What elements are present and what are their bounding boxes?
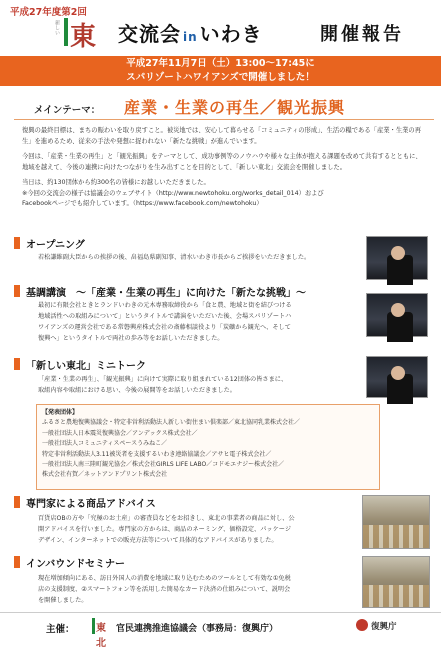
exhibitors-line-1: ふるさと農地復興協議会・特定非営利活動法人新しい街住まい倶楽部／東北協同乳業株式会社／ <box>42 419 301 427</box>
section-body <box>38 374 368 396</box>
advice-line-1: 百貨店OBの方や「究極のお土産」の審査員などをお招きし、東北の事業者の商品に対し、公 <box>38 515 295 522</box>
exhibitors-line-2: 一般社団法人日本震災復興協会／アンデックス株式会社／ <box>42 429 198 437</box>
event-title <box>118 18 263 47</box>
footer-logo-text: 東北 <box>96 623 106 649</box>
logo-small-text: 新しい <box>54 20 60 35</box>
talk-line-1: 「産業・生業の再生」、「観光振興」に向けて実際に取り組まれている12団体の皆さまに、 <box>38 376 288 383</box>
section-title: オープニング <box>26 240 85 251</box>
new-tohoku-logo <box>54 14 114 50</box>
advice-photo <box>362 495 430 549</box>
section-marker <box>14 358 20 370</box>
organizer-footer <box>0 612 441 649</box>
section-marker <box>14 556 20 568</box>
section-body <box>38 573 358 606</box>
title-part1: 交流会 <box>118 22 181 46</box>
exhibitors-line-4: 特定非営利活動法人3.11被災者を支援するいわき連絡協議会／アサヒ電子株式会社／ <box>42 450 272 458</box>
keynote-line-1: 最初に有限会社ときとランドいわきの元木専務取締役から「食と農、地域と街を結びつける <box>38 302 292 309</box>
keynote-line-3: ワイアンズの運営会社である常磐興産株式会社の斎藤相談役より「炭礦から観光へ、そして <box>38 324 291 331</box>
logo-green-bar <box>64 18 68 46</box>
footer-logo-bar <box>92 618 95 634</box>
section-body <box>38 513 358 546</box>
section-body <box>38 300 358 344</box>
banner-line2: スパリゾートハワイアンズで開催しました！ <box>126 72 315 83</box>
section-marker <box>14 237 20 249</box>
inbound-line-1: 現在増加傾向にある、訪日外国人の消費を地域に取り込むためのツールとして有効な①免税 <box>38 575 291 582</box>
report-label: 開催報告 <box>320 24 404 45</box>
section-marker <box>14 496 20 508</box>
keynote-line-2: 地域活性への取組みについて」というタイトルで講演をいただいた後、会場スパリゾートハ <box>38 313 292 320</box>
intro-website-note: ※今回の交流会の様子は協議会のウェブサイト（http://www.newtohoku.org/works_detail_014）および <box>22 189 324 197</box>
section-title: 「新しい東北」ミニトーク <box>26 361 146 372</box>
opening-photo <box>366 236 428 280</box>
section-title: インバウンドセミナー <box>26 559 125 570</box>
inbound-line-2: 店の支援制度、②スマートフォン等を活用した簡易なカード決済の仕組みについて、説明会 <box>38 586 291 593</box>
advice-line-3: デザイン、インターネットでの販売方法等について具体的なアドバイスがありました。 <box>38 537 278 544</box>
inbound-line-3: を開催しました。 <box>38 597 88 604</box>
logo-main-text: 東 <box>70 22 95 52</box>
intro-attendance: 当日は、約130団体から約300名の皆様にお越しいただきました。 <box>22 179 210 186</box>
theme-value: 産業・生業の再生／観光振興 <box>124 98 346 117</box>
exhibitors-line-3: 一般社団法人コミュニティスペースうみねこ／ <box>42 440 168 448</box>
edition-label: 平成27年度第2回 <box>10 7 87 18</box>
date-banner <box>0 56 441 86</box>
agency-name: 復興庁 <box>371 622 397 632</box>
intro-paragraph-1: 復興の最終目標は、まちの賑わいを取り戻すこと。被災地では、安心して暮らせる「コミュニティの形成」、生活の糧である「産業・生業の再生」を進めるため、従来の手法や発想に捉われない「新たな挑戦」が進んでいます。 <box>22 127 422 145</box>
report-header <box>0 0 441 56</box>
organizer-label: 主催： <box>46 624 75 635</box>
footer-logo <box>92 618 110 649</box>
banner-line1: 平成27年11月7日（土）13:00～17:45に <box>126 58 315 69</box>
section-title: 基調講演 ～「産業・生業の再生」に向けた「新たな挑戦」～ <box>26 288 306 299</box>
talk-photo <box>366 356 428 398</box>
intro-paragraph-2: 今回は、「産業・生業の再生」と「観光振興」をテーマとして、成功事例等のノウハウや様々な主体が抱える課題を改めて共有するとともに、地域を越えて、今後の連携に向けたつながりを生み出すことを目的として、「新しい東北」交流会を開催しました。 <box>22 153 422 171</box>
talk-line-2: 取組内容や取組における思い、今後の展開等をお話しいただきました。 <box>38 387 236 394</box>
intro-facebook-note: Facebookページでも紹介しています。（https://www.facebook.com/newtohoku） <box>22 200 263 207</box>
advice-line-2: 開アドバイスを行いました。専門家の方からは、商品のネーミング、価格設定、パッケージ <box>38 526 292 533</box>
presenting-organizations-box <box>36 404 380 490</box>
keynote-line-4: 復興へ」というタイトルで両社の歩み等をお話しいただきました。 <box>38 335 224 342</box>
main-theme-row <box>14 94 434 120</box>
inbound-photo <box>362 556 430 608</box>
title-part2: いわき <box>199 22 263 46</box>
section-marker <box>14 285 20 297</box>
keynote-photo-1 <box>366 293 428 337</box>
section-body: 若松謙維副大臣からの挨拶の後、畠福島県副知事、清水いわき市長からご挨拶をいただきました。 <box>38 254 311 261</box>
agency-mark-icon <box>356 619 368 631</box>
theme-label: メインテーマ： <box>34 105 101 116</box>
exhibitors-title: 【発表団体】 <box>42 409 79 416</box>
title-in: in <box>183 30 198 44</box>
exhibitors-line-5: 一般社団法人南三陸町観光協会／株式会社GIRLS LIFE LABO／コドモエナジー株式会社／ <box>42 461 285 469</box>
section-title: 専門家による商品アドバイス <box>26 499 156 510</box>
intro-text <box>22 126 427 210</box>
reconstruction-agency-logo <box>356 618 416 634</box>
exhibitors-line-6: 株式会社有賀／ネットアンドプリント株式会社 <box>42 471 168 479</box>
organizer-name: 官民連携推進協議会（事務局：復興庁） <box>116 624 279 634</box>
